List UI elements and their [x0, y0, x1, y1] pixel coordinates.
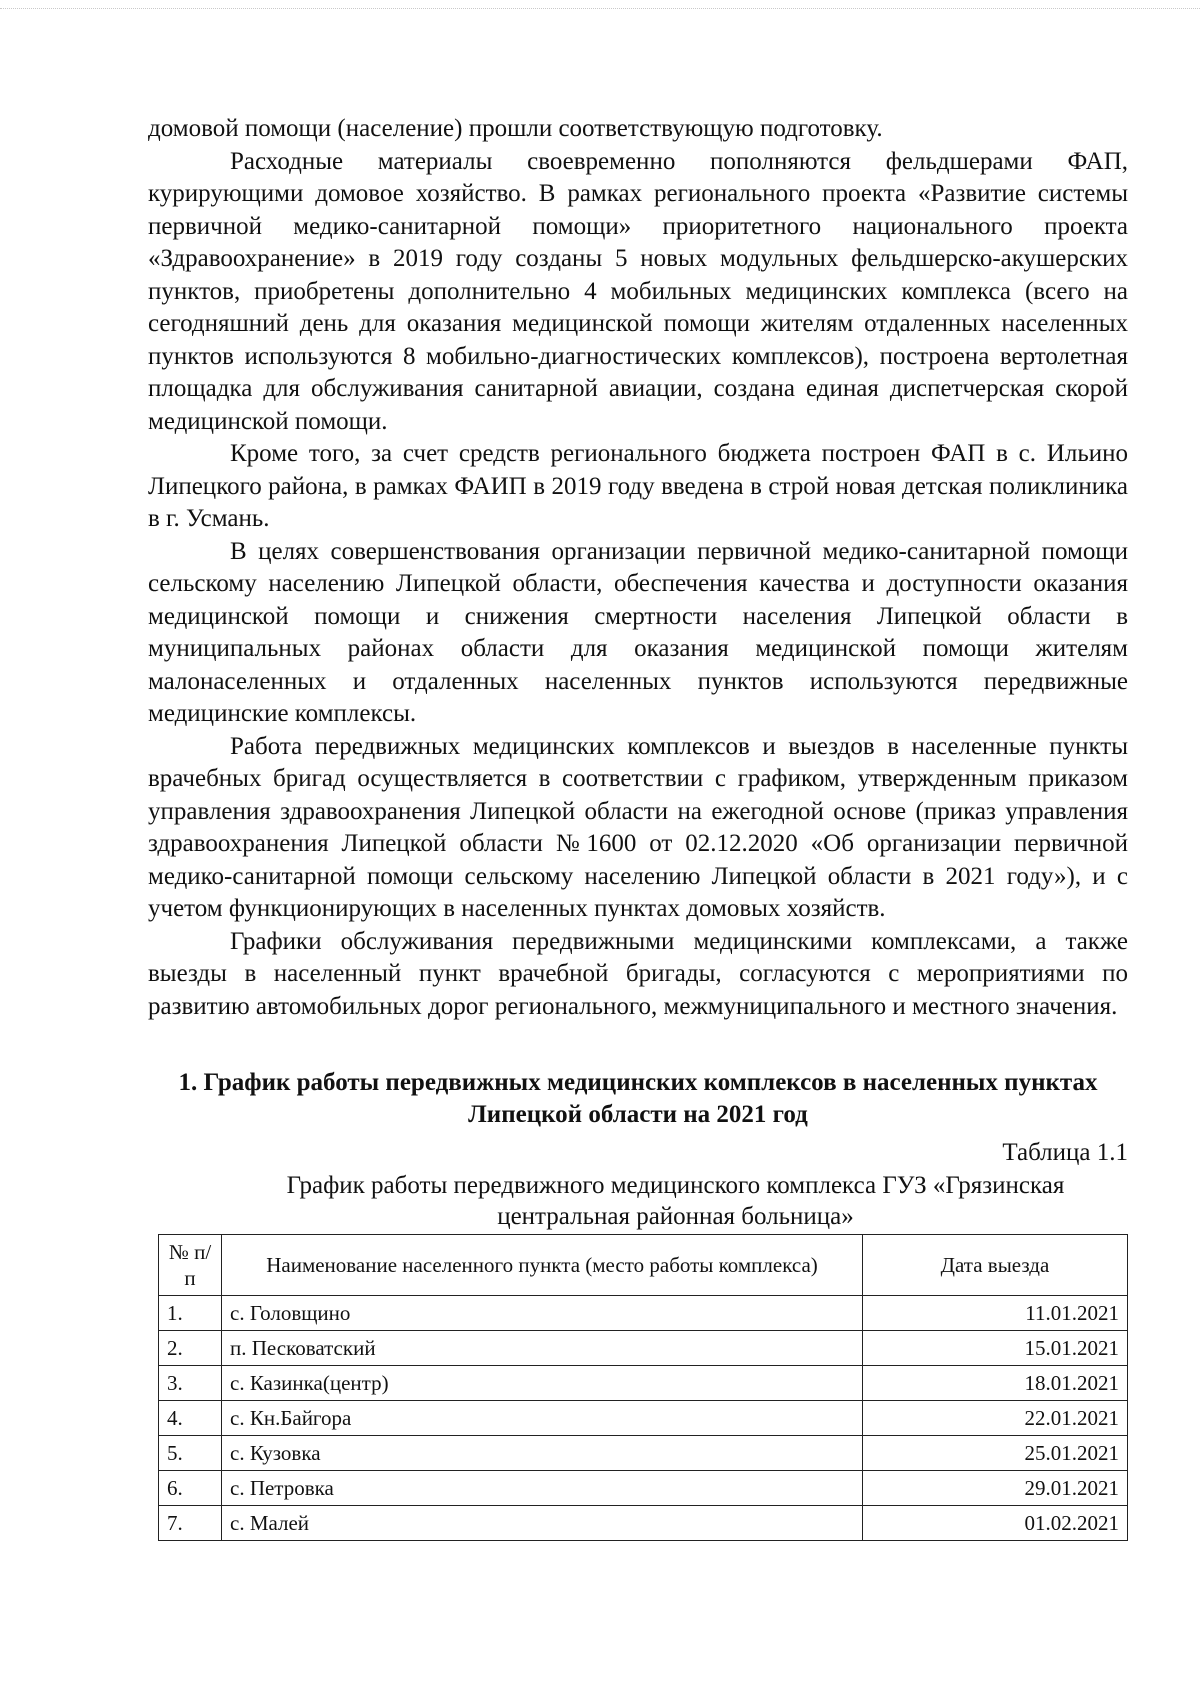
row-number: 3. [159, 1366, 222, 1401]
schedule-table [158, 1234, 1128, 1541]
row-date: 25.01.2021 [863, 1436, 1128, 1471]
row-number: 7. [159, 1506, 222, 1541]
table-row [159, 1366, 1128, 1401]
table-row [159, 1296, 1128, 1331]
paragraph-consumables: Расходные материалы своевременно пополняются фельдшерами ФАП, курирующими домовое хозяйство. В рамках регионального проекта «Развитие системы первичной медико-санитарной помощи» приоритетного национального проекта «Здравоохранение» в 2019 году созданы 5 новых модульных фельдшерско-акушерских пунктов, приобретены дополнительно 4 мобильных медицинских комплекса (всего на сегодняшний день для оказания медицинской помощи жителям отдаленных населенных пунктов используются 8 мобильно-диагностических комплексов), построена вертолетная площадка для обслуживания санитарной авиации, создана единая диспетчерская скорой медицинской помощи. [148, 147, 1128, 435]
row-settlement: п. Песковатский [222, 1331, 863, 1366]
paragraph-roads-coordination: Графики обслуживания передвижными медицинскими комплексами, а также выезды в населенный пункт врачебной бригады, согласуются с мероприятиями по развитию автомобильных дорог регионального, межмуниципального и местного значения. [148, 927, 1128, 1020]
section-heading: 1. График работы передвижных медицинских комплексов в населенных пунктах Липецкой области на 2021 год [178, 1069, 1098, 1128]
row-number: 1. [159, 1296, 222, 1331]
table-row [159, 1331, 1128, 1366]
row-date: 22.01.2021 [863, 1401, 1128, 1436]
row-number: 6. [159, 1471, 222, 1506]
row-date: 01.02.2021 [863, 1506, 1128, 1541]
table-caption: График работы передвижного медицинского комплекса ГУЗ «Грязинская центральная районная больница» [286, 1172, 1065, 1230]
table-number-label: Таблица 1.1 [1002, 1139, 1128, 1166]
paragraph-improvement-goals: В целях совершенствования организации первичной медико-санитарной помощи сельскому населению Липецкой области, обеспечения качества и доступности оказания медицинской помощи и снижения смертности населения Липецкой области в муниципальных районах области для оказания медицинской помощи жителям малонаселенных и отдаленных населенных пунктов используются передвижные медицинские комплексы. [148, 537, 1128, 727]
header-number: № п/п [159, 1235, 222, 1296]
row-settlement: с. Малей [222, 1506, 863, 1541]
row-date: 15.01.2021 [863, 1331, 1128, 1366]
scan-edge-line [0, 8, 1200, 9]
table-row [159, 1471, 1128, 1506]
header-settlement-name: Наименование населенного пункта (место работы комплекса) [222, 1235, 863, 1296]
row-number: 2. [159, 1331, 222, 1366]
row-number: 4. [159, 1401, 222, 1436]
row-settlement: с. Казинка(центр) [222, 1366, 863, 1401]
row-settlement: с. Головщино [222, 1296, 863, 1331]
row-settlement: с. Петровка [222, 1471, 863, 1506]
row-date: 18.01.2021 [863, 1366, 1128, 1401]
row-settlement: с. Кн.Байгора [222, 1401, 863, 1436]
table-header-row [159, 1235, 1128, 1296]
table-row [159, 1506, 1128, 1541]
header-departure-date: Дата выезда [863, 1235, 1128, 1296]
table-row [159, 1436, 1128, 1471]
paragraph-schedule-order: Работа передвижных медицинских комплексов и выездов в населенные пункты врачебных бригад осуществляется в соответствии с графиком, утвержденным приказом управления здравоохранения Липецкой области на ежегодной основе (приказ управления здравоохранения Липецкой области №1600 от 02.12.2020 «Об организации первичной медико-санитарной помощи сельскому населению Липецкой области в 2021 году»), и с учетом функционирующих в населенных пунктах домовых хозяйств. [148, 732, 1128, 922]
paragraph-regional-budget: Кроме того, за счет средств регионального бюджета построен ФАП в с. Ильино Липецкого района, в рамках ФАИП в 2019 году введена в строй новая детская поликлиника в г. Усмань. [148, 440, 1128, 532]
row-date: 11.01.2021 [863, 1296, 1128, 1331]
table-row [159, 1401, 1128, 1436]
row-number: 5. [159, 1436, 222, 1471]
row-date: 29.01.2021 [863, 1471, 1128, 1506]
row-settlement: с. Кузовка [222, 1436, 863, 1471]
document-content [148, 113, 1128, 1541]
paragraph-continuation: домовой помощи (население) прошли соответствующую подготовку. [148, 115, 883, 142]
